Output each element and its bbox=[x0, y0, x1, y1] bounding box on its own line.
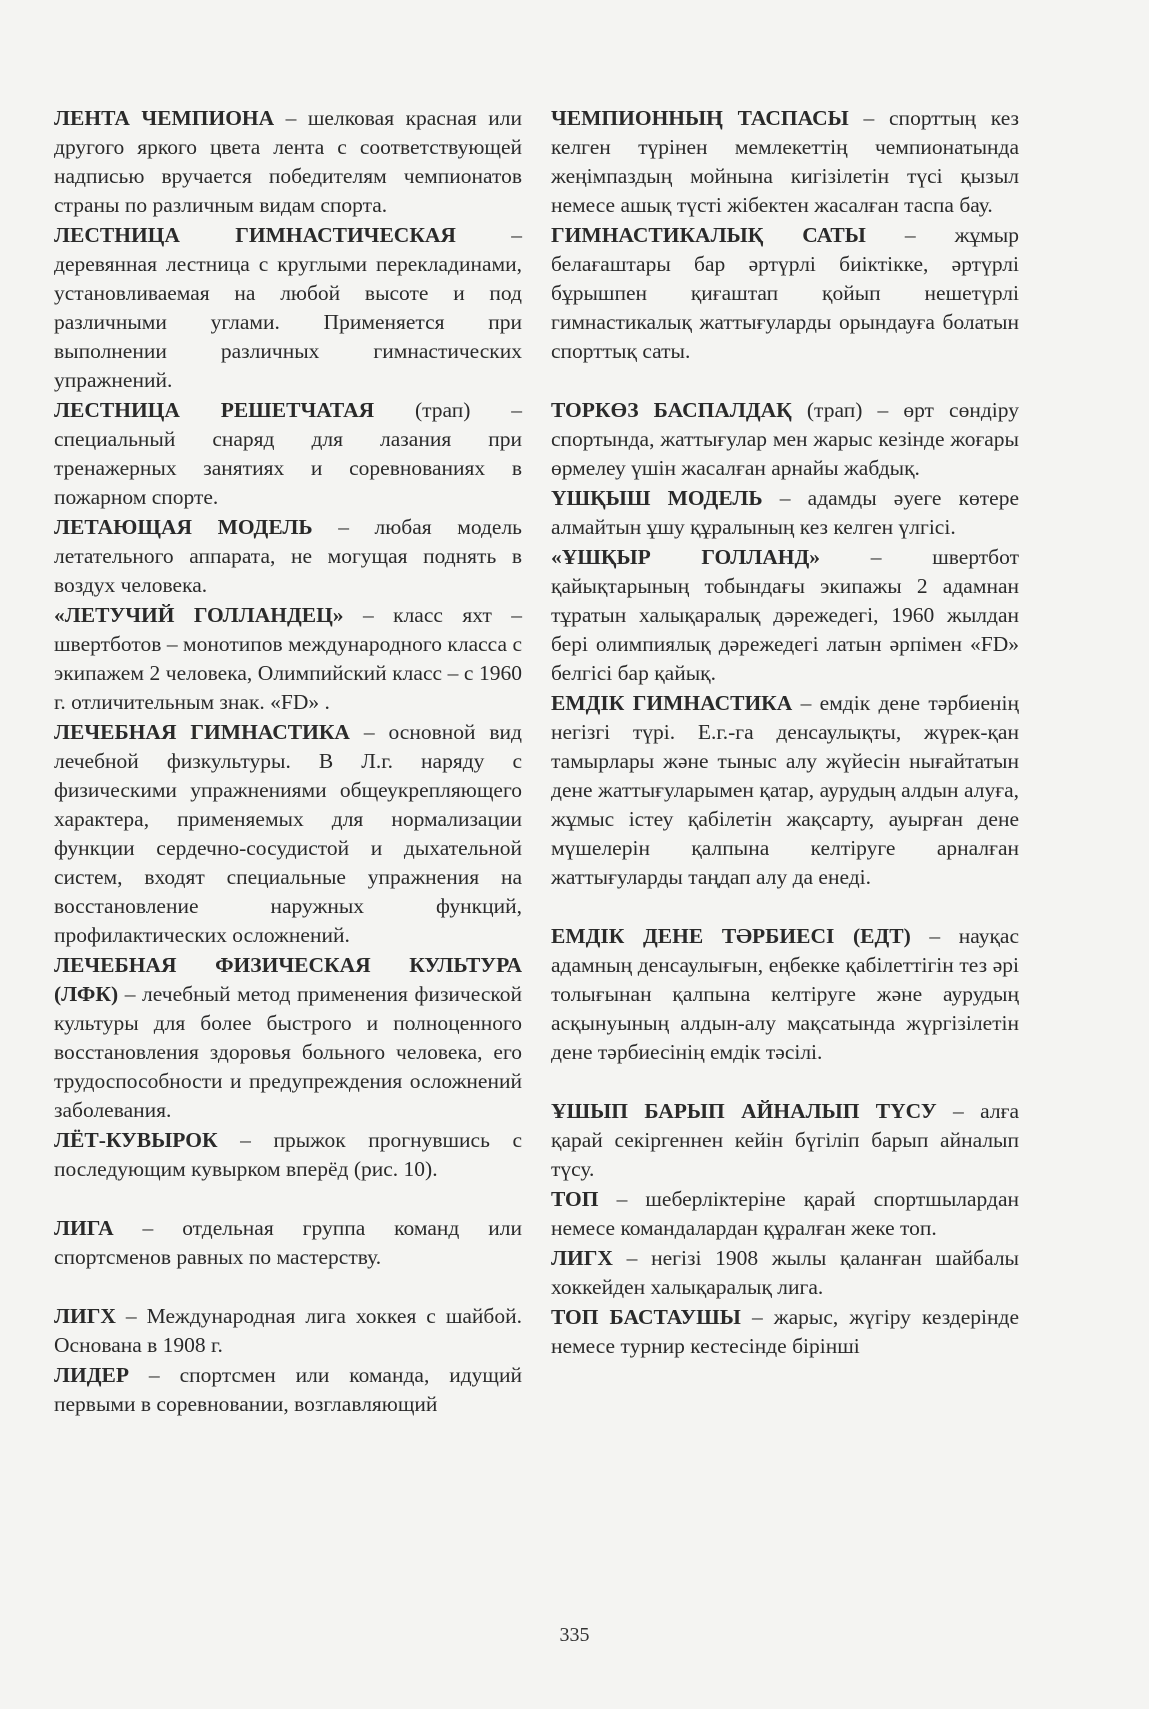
dictionary-entry bbox=[54, 221, 522, 395]
dictionary-entry bbox=[54, 1214, 522, 1272]
entry-term: ЛЕЧЕБНАЯ ФИЗИЧЕСКАЯ КУЛЬТУРА (ЛФК) bbox=[54, 953, 522, 1006]
entry-definition: – деревянная лестница с круглыми перекладинами, установливаемая на любой высоте и под различными углами. Применяется при выполнении различных гимнастических упражнений. bbox=[54, 223, 522, 392]
dictionary-entry bbox=[54, 1126, 522, 1184]
dictionary-entry bbox=[551, 1097, 1019, 1184]
entry-term: ҰШЫП БАРЫП АЙНАЛЫП ТҮСУ bbox=[551, 1099, 937, 1123]
entry-term: ЧЕМПИОННЫҢ ТАСПАСЫ bbox=[551, 106, 849, 130]
entry-term: ЛЕСТНИЦА ГИМНАСТИЧЕСКАЯ bbox=[54, 223, 456, 247]
entry-term: ЕМДІК ДЕНЕ ТӘРБИЕСІ (ЕДТ) bbox=[551, 924, 911, 948]
dictionary-entry bbox=[551, 1244, 1019, 1302]
entry-term: ҮШҚЫШ МОДЕЛЬ bbox=[551, 486, 763, 510]
entry-definition: – адамды әуеге көтере алмайтын ұшу құралының кез келген үлгісі. bbox=[551, 486, 1019, 539]
entry-definition: – негізі 1908 жылы қаланған шайбалы хоккейден халықаралық лига. bbox=[551, 1246, 1019, 1299]
dictionary-entry bbox=[551, 543, 1019, 688]
dictionary-entry bbox=[54, 1361, 522, 1419]
entry-definition: – лечебный метод применения физической культуры для более быстрого и полноценного восстановления здоровья больного человека, его трудоспособности и предупреждения осложнений заболевания. bbox=[54, 982, 522, 1122]
dictionary-entry bbox=[551, 104, 1019, 220]
entry-definition: – науқас адамның денсаулығын, еңбекке қабілеттігін тез әрі толығынан қалпына келтіруге және аурудың асқынуының алдын-алу мақсатында жүргізілетін дене тәрбиесінің емдік тәсілі. bbox=[551, 924, 1019, 1064]
entry-definition: (трап) – специальный снаряд для лазания при тренажерных занятиях и соревнованиях в пожарном спорте. bbox=[54, 398, 522, 509]
dictionary-entry bbox=[551, 221, 1019, 366]
dictionary-entry bbox=[54, 396, 522, 512]
entry-term: ЛЕНТА ЧЕМПИОНА bbox=[54, 106, 275, 130]
left-column-russian bbox=[54, 104, 522, 1419]
entry-definition: – отдельная группа команд или спортсменов равных по мастерству. bbox=[54, 1216, 522, 1269]
entry-definition: – шеберліктеріне қарай спортшылардан немесе командалардан құралған жеке топ. bbox=[551, 1187, 1019, 1240]
entry-term: ЛИГХ bbox=[54, 1304, 116, 1328]
entry-definition: – класс яхт – швертботов – монотипов международного класса с экипажем 2 человека, Олимпийский класс – с 1960 г. отличительным знак. «FD» . bbox=[54, 603, 522, 714]
dictionary-entry bbox=[551, 396, 1019, 483]
dictionary-entry bbox=[54, 718, 522, 950]
entry-definition: – шелковая красная или другого яркого цвета лента с соответствующей надписью вручается победителям чемпионатов страны по различным видам спорта. bbox=[54, 106, 522, 217]
entry-term: ЛЁТ-КУВЫРОК bbox=[54, 1128, 218, 1152]
dictionary-entry bbox=[54, 951, 522, 1125]
dictionary-entry bbox=[551, 689, 1019, 892]
entry-definition: – Международная лига хоккея с шайбой. Основана в 1908 г. bbox=[54, 1304, 522, 1357]
entry-term: ЕМДІК ГИМНАСТИКА bbox=[551, 691, 793, 715]
entry-definition: – спортсмен или команда, идущий первыми в соревновании, возглавляющий bbox=[54, 1363, 522, 1416]
entry-definition: – алға қарай секіргеннен кейін бүгіліп барып айналып түсу. bbox=[551, 1099, 1019, 1181]
entry-definition: – емдік дене тәрбиенің негізгі түрі. Е.г.-га денсаулықты, жүрек-қан тамырлары және тыныс алу жүйесін нығайтатын дене жаттығуларымен қатар, аурудың алдын алуға, жұмыс істеу қабілетін жақсарту, ауырған дене мүшелерін қалпына келтіруге арналған жаттығуларды таңдап алу да енеді. bbox=[551, 691, 1019, 889]
dictionary-entry bbox=[54, 513, 522, 600]
entry-term: ТОРКӨЗ БАСПАЛДАҚ bbox=[551, 398, 792, 422]
entry-definition: – прыжок прогнувшись с последующим кувырком вперёд (рис. 10). bbox=[54, 1128, 522, 1181]
entry-term: «ҰШҚЫР ГОЛЛАНД» bbox=[551, 545, 821, 569]
entry-term: ЛИДЕР bbox=[54, 1363, 130, 1387]
entry-definition: – любая модель летательного аппарата, не могущая поднять в воздух человека. bbox=[54, 515, 522, 597]
entry-term: ЛЕСТНИЦА РЕШЕТЧАТАЯ bbox=[54, 398, 375, 422]
entry-term: ЛИГА bbox=[54, 1216, 114, 1240]
entry-definition: – основной вид лечебной физкультуры. В Л.г. наряду с физическими упражнениями общеукрепляющего характера, применяемых для нормализации функции сердечно-сосудистой и дыхательной систем, входят специальные упражнения на восстановление наружных функций, профилактических осложнений. bbox=[54, 720, 522, 947]
entry-definition: – жұмыр белағаштары бар әртүрлі биіктікке, әртүрлі бұрышпен қиғаштап қойып нешетүрлі гимнастикалық жаттығуларды орындауға болатын спорттық саты. bbox=[551, 223, 1019, 363]
entry-term: ГИМНАСТИКАЛЫҚ САТЫ bbox=[551, 223, 866, 247]
entry-term: ТОП БАСТАУШЫ bbox=[551, 1305, 741, 1329]
entry-term: «ЛЕТУЧИЙ ГОЛЛАНДЕЦ» bbox=[54, 603, 344, 627]
dictionary-entry bbox=[551, 1303, 1019, 1361]
dictionary-entry bbox=[551, 922, 1019, 1067]
entry-term: ТОП bbox=[551, 1187, 599, 1211]
right-column-kazakh bbox=[551, 104, 1019, 1361]
entry-term: ЛЕТАЮЩАЯ МОДЕЛЬ bbox=[54, 515, 313, 539]
entry-definition: – швертбот қайықтарының тобындағы экипажы 2 адамнан тұратын халықаралық дәрежедегі, 1960 жылдан бері олимпиялық дәрежедегі латын әрпімен «FD» белгісі бар қайық. bbox=[551, 545, 1019, 685]
dictionary-entry bbox=[551, 1185, 1019, 1243]
dictionary-entry bbox=[551, 484, 1019, 542]
page-number: 335 bbox=[559, 1624, 590, 1646]
entry-definition: – жарыс, жүгіру кездерінде немесе турнир кестесінде бірінші bbox=[551, 1305, 1020, 1358]
entry-term: ЛИГХ bbox=[551, 1246, 613, 1270]
dictionary-entry bbox=[54, 1302, 522, 1360]
dictionary-entry bbox=[54, 104, 522, 220]
dictionary-entry bbox=[54, 601, 522, 717]
entry-definition: (трап) – өрт сөндіру спортында, жаттығулар мен жарыс кезінде жоғары өрмелеу үшін жасалған арнайы жабдық. bbox=[551, 398, 1019, 480]
entry-definition: – спорттың кез келген түрінен мемлекеттің чемпионатында жеңімпаздың мойнына кигізілетін түсі қызыл немесе ашық түсті жібектен жасалған таспа бау. bbox=[551, 106, 1020, 217]
entry-term: ЛЕЧЕБНАЯ ГИМНАСТИКА bbox=[54, 720, 350, 744]
